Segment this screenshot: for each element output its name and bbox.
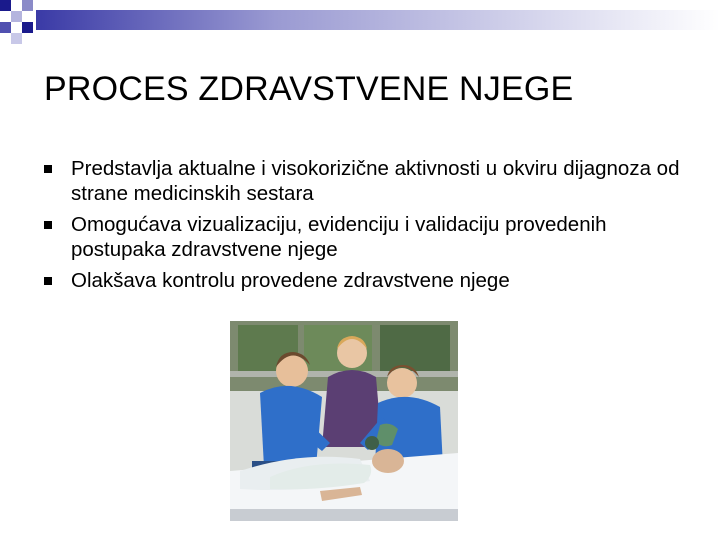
bullet-item: [44, 212, 684, 262]
bullet-text: Omogućava vizualizaciju, evidenciju i validaciju provedenih postupaka zdravstvene njege: [71, 213, 607, 261]
deco-square: [0, 22, 11, 33]
nursing-training-photo: [230, 321, 458, 521]
slide-title: PROCES ZDRAVSTVENE NJEGE: [44, 70, 574, 108]
bullet-list: [44, 156, 684, 299]
deco-square: [22, 0, 33, 11]
bullet-marker: [44, 277, 52, 285]
deco-square: [22, 22, 33, 33]
bullet-item: [44, 268, 684, 293]
deco-square: [11, 11, 22, 22]
bullet-text: Olakšava kontrolu provedene zdravstvene njege: [71, 269, 510, 292]
bullet-text: Predstavlja aktualne i visokorizične aktivnosti u okviru dijagnoza od strane medicinskih sestara: [71, 157, 680, 205]
bullet-item: [44, 156, 684, 206]
header-decoration: [0, 0, 720, 48]
deco-square: [0, 0, 11, 11]
header-gradient-bar: [36, 10, 720, 30]
bullet-marker: [44, 221, 52, 229]
bullet-marker: [44, 165, 52, 173]
deco-square: [11, 33, 22, 44]
